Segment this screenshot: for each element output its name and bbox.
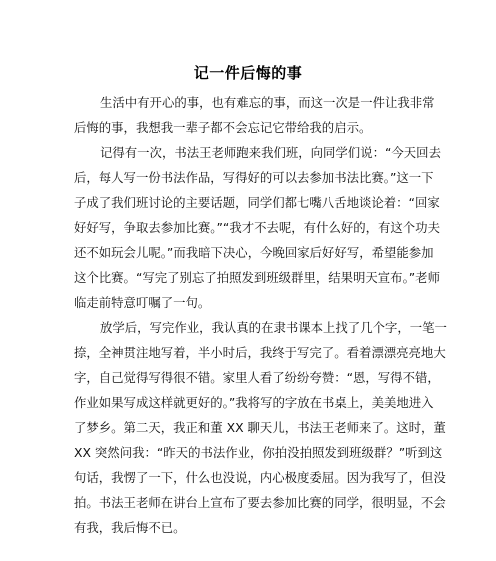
- page-title: 记一件后悔的事: [193, 64, 303, 82]
- paragraph-line: 这个比赛。“写完了别忘了拍照发到班级群里，结果明天宣布。”老师: [74, 270, 440, 285]
- paragraph-line: 生活中有开心的事，也有难忘的事，而这一次是一件让我非常: [100, 95, 435, 110]
- paragraph-line: 放学后，写完作业，我认真的在隶书课本上找了几个字，一笔一: [100, 320, 447, 335]
- paragraph-line: 字，自己觉得写得很不错。家里人看了纷纷夸赞：“恩，写得不错，: [74, 370, 440, 385]
- paragraph-line: 子成了我们班讨论的主要话题，同学们都七嘴八舌地谈论着：“回家: [74, 195, 440, 210]
- paragraph-line: 了梦乡。第二天，我正和董 XX 聊天儿，书法王老师来了。这时，董: [74, 420, 446, 435]
- paragraph-line: 拍。书法王老师在讲台上宣布了要去参加比赛的同学，很明显，不会: [74, 495, 446, 510]
- article-body: [74, 90, 447, 540]
- paragraph-line: XX 突然问我：“昨天的书法作业，你拍没拍照发到班级群？”听到这: [74, 445, 443, 460]
- paragraph-line: 有我，我后悔不已。: [74, 520, 186, 535]
- paragraph-line: 好好写，争取去参加比赛。”“我才不去呢，有什么好的，有这个功夫: [74, 220, 440, 235]
- paragraph-line: 记得有一次，书法王老师跑来我们班，向同学们说：“今天回去: [100, 145, 441, 160]
- paragraph-line: 临走前特意叮嘱了一句。: [74, 295, 211, 310]
- paragraph-line: 捺，全神贯注地写着，半小时后，我终于写完了。看着漂漂亮亮地大: [74, 345, 446, 360]
- paragraph-line: 作业如果写成这样就更好的。”我将写的字放在书桌上，美美地进入: [74, 395, 434, 410]
- paragraph-line: 还不如玩会儿呢。”而我暗下决心，今晚回家后好好写，希望能参加: [74, 245, 434, 260]
- paragraph-line: 句话，我愣了一下，什么也没说，内心极度委屈。因为我写了，但没: [74, 470, 446, 485]
- paragraph-line: 后，每人写一份书法作品，写得好的可以去参加书法比赛。”这一下: [74, 170, 434, 185]
- paragraph-line: 后悔的事，我想我一辈子都不会忘记它带给我的启示。: [74, 120, 372, 135]
